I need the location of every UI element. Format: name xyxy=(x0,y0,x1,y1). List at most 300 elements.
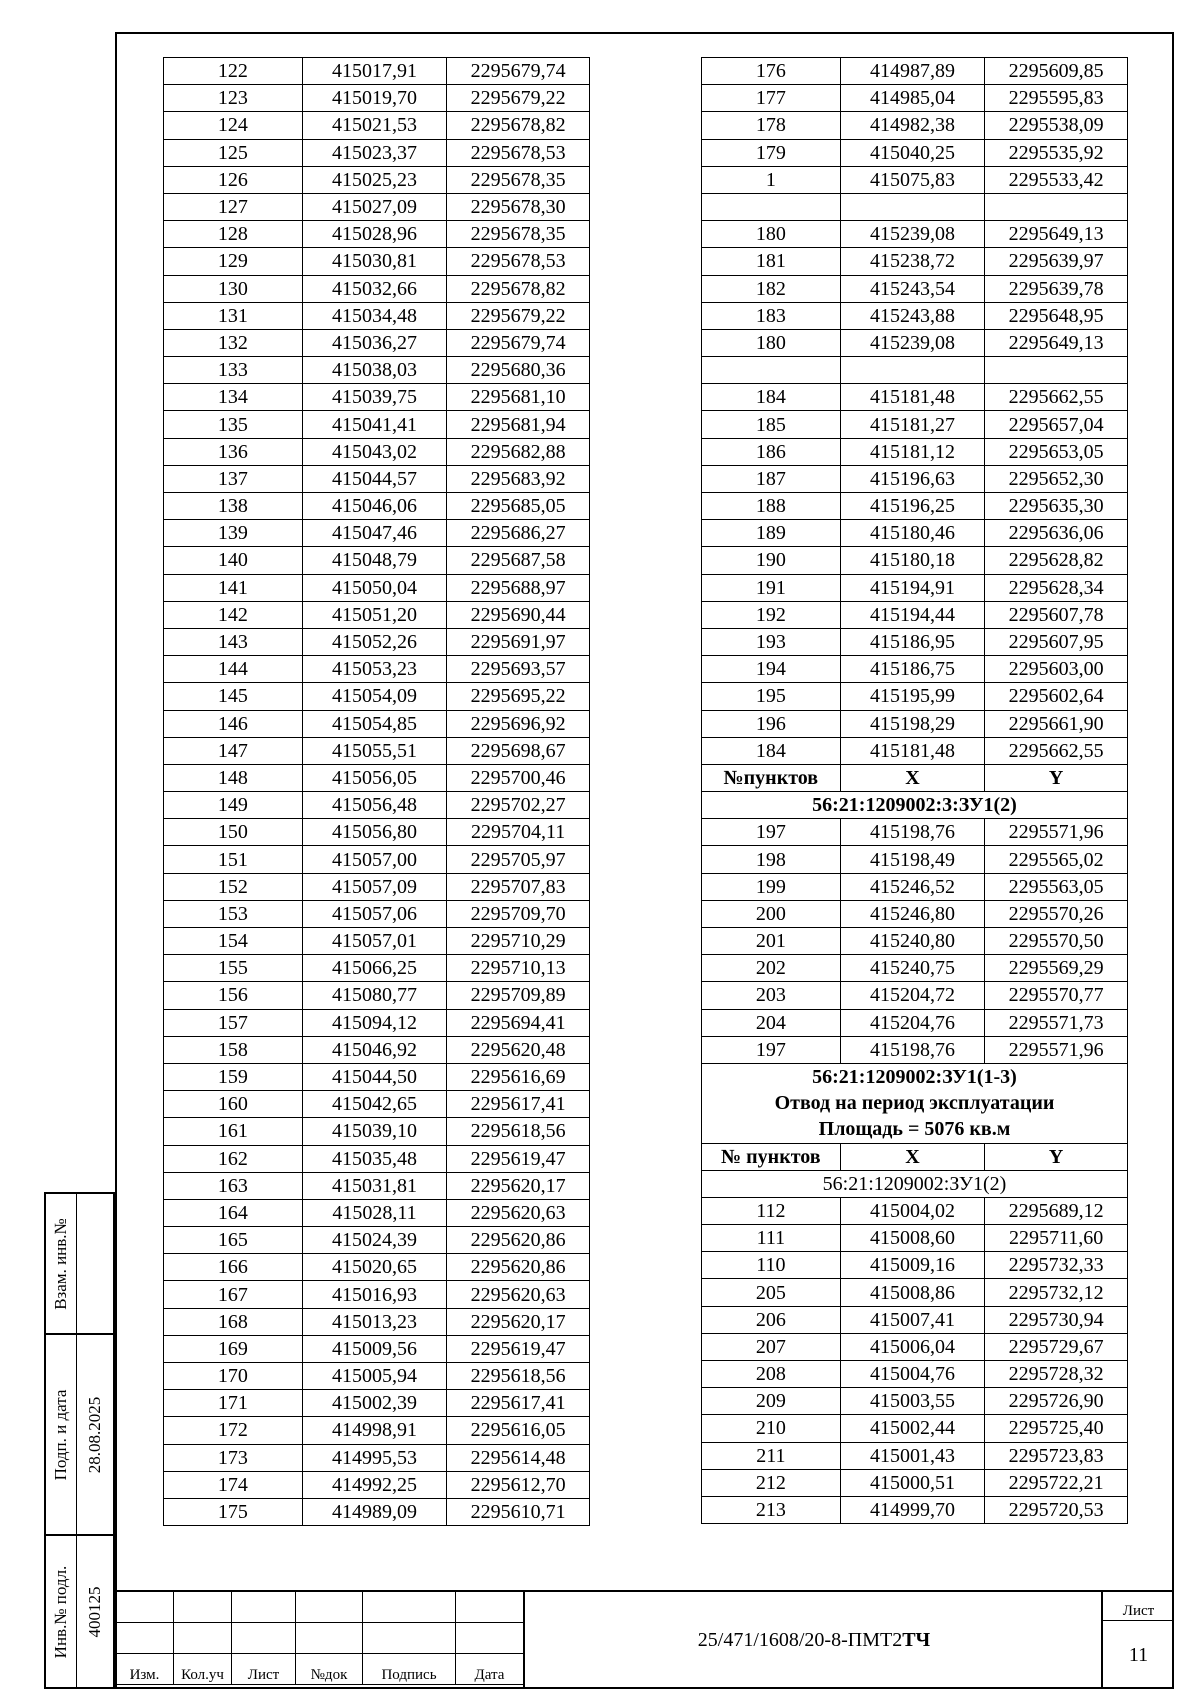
point-number-cell: 133 xyxy=(164,357,303,384)
point-number-cell: 159 xyxy=(164,1063,303,1090)
y-coordinate-cell: 2295683,92 xyxy=(447,465,590,492)
x-coordinate-cell: 415025,23 xyxy=(302,166,447,193)
x-coordinate-cell: 415002,39 xyxy=(302,1390,447,1417)
table-row xyxy=(702,248,1128,275)
table-row xyxy=(164,574,590,601)
y-coordinate-cell: 2295685,05 xyxy=(447,493,590,520)
change-col-label: Изм. xyxy=(116,1654,174,1685)
point-number-cell: 160 xyxy=(164,1091,303,1118)
y-coordinate-cell: 2295620,63 xyxy=(447,1281,590,1308)
point-number-cell: 191 xyxy=(702,574,841,601)
table-row xyxy=(164,710,590,737)
y-coordinate-cell: 2295639,97 xyxy=(985,248,1128,275)
point-number-cell: 190 xyxy=(702,547,841,574)
point-number-cell: 202 xyxy=(702,955,841,982)
document-code-prefix: 25/471/1608/20-8-ПМТ2 xyxy=(697,1629,903,1651)
y-coordinate-cell: 2295726,90 xyxy=(985,1388,1128,1415)
y-coordinate-cell: 2295569,29 xyxy=(985,955,1128,982)
y-coordinate-cell: 2295616,69 xyxy=(447,1063,590,1090)
x-coordinate-cell: 415239,08 xyxy=(840,221,985,248)
x-coordinate-cell: 415028,11 xyxy=(302,1199,447,1226)
point-number-cell: 137 xyxy=(164,465,303,492)
point-number-cell: 157 xyxy=(164,1009,303,1036)
header-point-number: №пунктов xyxy=(702,764,841,791)
table-row xyxy=(164,520,590,547)
point-number-cell: 131 xyxy=(164,302,303,329)
x-coordinate-cell: 415057,01 xyxy=(302,928,447,955)
point-number-cell: 173 xyxy=(164,1444,303,1471)
point-number-cell: 201 xyxy=(702,928,841,955)
x-coordinate-cell: 415048,79 xyxy=(302,547,447,574)
y-coordinate-cell: 2295679,74 xyxy=(447,58,590,85)
x-coordinate-cell: 415057,09 xyxy=(302,873,447,900)
point-number-cell: 141 xyxy=(164,574,303,601)
x-coordinate-cell: 415034,48 xyxy=(302,302,447,329)
table-row xyxy=(164,928,590,955)
point-number-cell: 127 xyxy=(164,193,303,220)
table-row xyxy=(164,1009,590,1036)
y-coordinate-cell: 2295628,82 xyxy=(985,547,1128,574)
table-row xyxy=(702,493,1128,520)
y-coordinate-cell xyxy=(985,193,1128,220)
table-row xyxy=(164,112,590,139)
x-coordinate-cell: 414982,38 xyxy=(840,112,985,139)
sheet-box xyxy=(1101,1590,1174,1689)
y-coordinate-cell: 2295649,13 xyxy=(985,329,1128,356)
y-coordinate-cell: 2295628,34 xyxy=(985,574,1128,601)
x-coordinate-cell: 415055,51 xyxy=(302,737,447,764)
y-coordinate-cell: 2295620,63 xyxy=(447,1199,590,1226)
table-row xyxy=(702,628,1128,655)
x-coordinate-cell: 415019,70 xyxy=(302,85,447,112)
table-row xyxy=(164,547,590,574)
x-coordinate-cell: 415180,46 xyxy=(840,520,985,547)
y-coordinate-cell: 2295704,11 xyxy=(447,819,590,846)
header-x: X xyxy=(840,1143,985,1170)
point-number-cell: 189 xyxy=(702,520,841,547)
x-coordinate-cell: 415005,94 xyxy=(302,1363,447,1390)
point-number-cell: 140 xyxy=(164,547,303,574)
point-number-cell: 174 xyxy=(164,1471,303,1498)
point-number-cell: 210 xyxy=(702,1415,841,1442)
point-number-cell: 155 xyxy=(164,955,303,982)
date-col-label: Дата xyxy=(456,1654,524,1685)
table-row xyxy=(702,384,1128,411)
table-row xyxy=(702,221,1128,248)
x-coordinate-cell: 415051,20 xyxy=(302,601,447,628)
table-row xyxy=(164,683,590,710)
coordinates-table-right xyxy=(701,57,1128,1524)
y-coordinate-cell xyxy=(985,357,1128,384)
point-number-cell: 123 xyxy=(164,85,303,112)
y-coordinate-cell: 2295595,83 xyxy=(985,85,1128,112)
point-number-cell: 180 xyxy=(702,221,841,248)
x-coordinate-cell: 415008,60 xyxy=(840,1225,985,1252)
table-row xyxy=(702,1415,1128,1442)
point-number-cell: 203 xyxy=(702,982,841,1009)
document-code-suffix: ТЧ xyxy=(902,1629,931,1651)
y-coordinate-cell: 2295730,94 xyxy=(985,1306,1128,1333)
x-coordinate-cell: 415020,65 xyxy=(302,1254,447,1281)
replaced-inv-label: Взам. инв.№ xyxy=(51,1217,70,1310)
x-coordinate-cell: 414987,89 xyxy=(840,58,985,85)
table-row xyxy=(164,1118,590,1145)
x-coordinate-cell: 415009,16 xyxy=(840,1252,985,1279)
table-section-title xyxy=(702,1116,1128,1143)
table-row xyxy=(164,411,590,438)
table-row xyxy=(702,601,1128,628)
y-coordinate-cell: 2295571,96 xyxy=(985,819,1128,846)
table-row xyxy=(164,193,590,220)
y-coordinate-cell: 2295723,83 xyxy=(985,1442,1128,1469)
table-row xyxy=(164,819,590,846)
point-number-cell: 186 xyxy=(702,438,841,465)
sign-date-label: Подп. и дата xyxy=(51,1389,70,1480)
x-coordinate-cell: 415057,00 xyxy=(302,846,447,873)
table-row xyxy=(702,520,1128,547)
table-row xyxy=(702,166,1128,193)
x-coordinate-cell: 414985,04 xyxy=(840,85,985,112)
table-row xyxy=(164,1444,590,1471)
x-coordinate-cell: 415000,51 xyxy=(840,1469,985,1496)
point-number-cell: 143 xyxy=(164,628,303,655)
y-coordinate-cell: 2295620,17 xyxy=(447,1172,590,1199)
x-coordinate-cell: 415186,75 xyxy=(840,656,985,683)
table-row xyxy=(164,302,590,329)
table-row xyxy=(164,384,590,411)
y-coordinate-cell: 2295636,06 xyxy=(985,520,1128,547)
table-row xyxy=(702,329,1128,356)
x-coordinate-cell: 415021,53 xyxy=(302,112,447,139)
table-row xyxy=(702,1036,1128,1063)
x-coordinate-cell: 414999,70 xyxy=(840,1496,985,1523)
y-coordinate-cell: 2295617,41 xyxy=(447,1390,590,1417)
table-row xyxy=(702,737,1128,764)
y-coordinate-cell: 2295681,10 xyxy=(447,384,590,411)
x-coordinate-cell: 415204,76 xyxy=(840,1009,985,1036)
point-number-cell: 147 xyxy=(164,737,303,764)
y-coordinate-cell: 2295607,78 xyxy=(985,601,1128,628)
y-coordinate-cell: 2295652,30 xyxy=(985,465,1128,492)
y-coordinate-cell: 2295710,13 xyxy=(447,955,590,982)
x-coordinate-cell: 415039,75 xyxy=(302,384,447,411)
x-coordinate-cell: 415057,06 xyxy=(302,900,447,927)
table-row xyxy=(164,329,590,356)
table-row xyxy=(164,1091,590,1118)
point-number-cell: 148 xyxy=(164,764,303,791)
table-row xyxy=(164,465,590,492)
table-row xyxy=(702,1388,1128,1415)
y-coordinate-cell: 2295707,83 xyxy=(447,873,590,900)
table-row xyxy=(164,656,590,683)
header-x: X xyxy=(840,764,985,791)
x-coordinate-cell: 415001,43 xyxy=(840,1442,985,1469)
point-number-cell: 171 xyxy=(164,1390,303,1417)
point-number-cell: 198 xyxy=(702,846,841,873)
y-coordinate-cell: 2295653,05 xyxy=(985,438,1128,465)
point-number-cell: 213 xyxy=(702,1496,841,1523)
table-row xyxy=(164,1199,590,1226)
x-coordinate-cell: 415196,63 xyxy=(840,465,985,492)
x-coordinate-cell: 415042,65 xyxy=(302,1091,447,1118)
point-number-cell: 110 xyxy=(702,1252,841,1279)
point-number-cell: 196 xyxy=(702,710,841,737)
point-number-cell: 180 xyxy=(702,329,841,356)
y-coordinate-cell: 2295619,47 xyxy=(447,1335,590,1362)
x-coordinate-cell: 415053,23 xyxy=(302,656,447,683)
table-row xyxy=(164,357,590,384)
x-coordinate-cell: 415186,95 xyxy=(840,628,985,655)
point-number-cell: 205 xyxy=(702,1279,841,1306)
x-coordinate-cell: 415007,41 xyxy=(840,1306,985,1333)
table-row xyxy=(702,547,1128,574)
table-row xyxy=(164,1363,590,1390)
point-number-cell: 125 xyxy=(164,139,303,166)
point-number-cell: 209 xyxy=(702,1388,841,1415)
point-number-cell: 145 xyxy=(164,683,303,710)
x-coordinate-cell: 414995,53 xyxy=(302,1444,447,1471)
table-row xyxy=(702,58,1128,85)
y-coordinate-cell: 2295702,27 xyxy=(447,792,590,819)
x-coordinate-cell: 415013,23 xyxy=(302,1308,447,1335)
y-coordinate-cell: 2295694,41 xyxy=(447,1009,590,1036)
y-coordinate-cell: 2295618,56 xyxy=(447,1118,590,1145)
table-row xyxy=(702,411,1128,438)
x-coordinate-cell: 414998,91 xyxy=(302,1417,447,1444)
y-coordinate-cell: 2295681,94 xyxy=(447,411,590,438)
y-coordinate-cell: 2295565,02 xyxy=(985,846,1128,873)
point-number-cell: 176 xyxy=(702,58,841,85)
x-coordinate-cell: 415039,10 xyxy=(302,1118,447,1145)
point-number-cell: 129 xyxy=(164,248,303,275)
table-row xyxy=(164,1145,590,1172)
y-coordinate-cell: 2295690,44 xyxy=(447,601,590,628)
table-row xyxy=(164,1036,590,1063)
x-coordinate-cell: 415004,76 xyxy=(840,1361,985,1388)
point-number-cell: 161 xyxy=(164,1118,303,1145)
point-number-cell: 172 xyxy=(164,1417,303,1444)
table-row xyxy=(702,928,1128,955)
y-coordinate-cell: 2295678,35 xyxy=(447,221,590,248)
y-coordinate-cell: 2295700,46 xyxy=(447,764,590,791)
point-number-cell: 167 xyxy=(164,1281,303,1308)
x-coordinate-cell: 415194,44 xyxy=(840,601,985,628)
header-y: Y xyxy=(985,1143,1128,1170)
table-section-title xyxy=(702,1090,1128,1116)
x-coordinate-cell: 415046,06 xyxy=(302,493,447,520)
table-row xyxy=(702,710,1128,737)
x-coordinate-cell: 415066,25 xyxy=(302,955,447,982)
y-coordinate-cell: 2295682,88 xyxy=(447,438,590,465)
y-coordinate-cell: 2295603,00 xyxy=(985,656,1128,683)
table-header-row xyxy=(702,764,1128,791)
table-row xyxy=(164,1308,590,1335)
x-coordinate-cell: 415198,29 xyxy=(840,710,985,737)
table-row xyxy=(164,85,590,112)
y-coordinate-cell: 2295732,33 xyxy=(985,1252,1128,1279)
table-row xyxy=(164,1417,590,1444)
table-row xyxy=(164,1172,590,1199)
table-row xyxy=(164,955,590,982)
x-coordinate-cell: 415041,41 xyxy=(302,411,447,438)
table-row xyxy=(702,1279,1128,1306)
table-row xyxy=(702,465,1128,492)
point-number-cell: 1 xyxy=(702,166,841,193)
point-number-cell: 152 xyxy=(164,873,303,900)
x-coordinate-cell: 415035,48 xyxy=(302,1145,447,1172)
table-row xyxy=(702,900,1128,927)
point-number-cell: 197 xyxy=(702,819,841,846)
x-coordinate-cell: 415032,66 xyxy=(302,275,447,302)
sheet-number: 11 xyxy=(1128,1644,1149,1666)
y-coordinate-cell: 2295619,47 xyxy=(447,1145,590,1172)
y-coordinate-cell: 2295661,90 xyxy=(985,710,1128,737)
point-number-cell: 199 xyxy=(702,873,841,900)
x-coordinate-cell: 415238,72 xyxy=(840,248,985,275)
point-number-cell: 146 xyxy=(164,710,303,737)
x-coordinate-cell: 415050,04 xyxy=(302,574,447,601)
count-col-label: Кол.уч xyxy=(174,1654,232,1685)
table-row xyxy=(164,248,590,275)
coordinates-table-left xyxy=(163,57,590,1526)
sheet-col-label: Лист xyxy=(232,1654,296,1685)
table-row xyxy=(164,166,590,193)
x-coordinate-cell: 415198,49 xyxy=(840,846,985,873)
x-coordinate-cell: 415243,88 xyxy=(840,302,985,329)
x-coordinate-cell: 415038,03 xyxy=(302,357,447,384)
x-coordinate-cell xyxy=(840,193,985,220)
x-coordinate-cell: 415198,76 xyxy=(840,1036,985,1063)
section-title: 56:21:1209002:ЗУ1(1-3) xyxy=(702,1063,1128,1090)
y-coordinate-cell: 2295678,82 xyxy=(447,275,590,302)
y-coordinate-cell: 2295705,97 xyxy=(447,846,590,873)
x-coordinate-cell: 415031,81 xyxy=(302,1172,447,1199)
x-coordinate-cell: 415016,93 xyxy=(302,1281,447,1308)
point-number-cell: 156 xyxy=(164,982,303,1009)
table-row xyxy=(164,1335,590,1362)
x-coordinate-cell: 415198,76 xyxy=(840,819,985,846)
sheet-label: Лист xyxy=(1103,1592,1174,1621)
point-number-cell: 206 xyxy=(702,1306,841,1333)
table-row xyxy=(164,438,590,465)
table-row xyxy=(702,357,1128,384)
table-row xyxy=(164,221,590,248)
point-number-cell: 188 xyxy=(702,493,841,520)
section-title: 56:21:1209002:ЗУ1(2) xyxy=(702,1170,1128,1197)
table-row xyxy=(702,1496,1128,1523)
x-coordinate-cell: 415027,09 xyxy=(302,193,447,220)
y-coordinate-cell: 2295617,41 xyxy=(447,1091,590,1118)
x-coordinate-cell: 415047,46 xyxy=(302,520,447,547)
point-number-cell: 194 xyxy=(702,656,841,683)
point-number-cell: 162 xyxy=(164,1145,303,1172)
point-number-cell: 200 xyxy=(702,900,841,927)
x-coordinate-cell: 415003,55 xyxy=(840,1388,985,1415)
x-coordinate-cell: 415002,44 xyxy=(840,1415,985,1442)
table-row xyxy=(164,900,590,927)
point-number-cell: 111 xyxy=(702,1225,841,1252)
x-coordinate-cell: 415080,77 xyxy=(302,982,447,1009)
table-row xyxy=(164,982,590,1009)
table-row xyxy=(702,574,1128,601)
y-coordinate-cell: 2295570,26 xyxy=(985,900,1128,927)
point-number-cell: 179 xyxy=(702,139,841,166)
y-coordinate-cell: 2295729,67 xyxy=(985,1333,1128,1360)
y-coordinate-cell: 2295570,50 xyxy=(985,928,1128,955)
table-row xyxy=(164,139,590,166)
point-number-cell: 181 xyxy=(702,248,841,275)
y-coordinate-cell: 2295711,60 xyxy=(985,1225,1128,1252)
point-number-cell xyxy=(702,357,841,384)
table-row xyxy=(164,1281,590,1308)
point-number-cell: 193 xyxy=(702,628,841,655)
point-number-cell: 149 xyxy=(164,792,303,819)
x-coordinate-cell: 415194,91 xyxy=(840,574,985,601)
y-coordinate-cell: 2295614,48 xyxy=(447,1444,590,1471)
table-row xyxy=(702,1009,1128,1036)
x-coordinate-cell: 415180,18 xyxy=(840,547,985,574)
y-coordinate-cell: 2295535,92 xyxy=(985,139,1128,166)
section-title: Площадь = 5076 кв.м xyxy=(702,1116,1128,1143)
y-coordinate-cell: 2295662,55 xyxy=(985,737,1128,764)
table-row xyxy=(702,1252,1128,1279)
point-number-cell: 177 xyxy=(702,85,841,112)
point-number-cell: 151 xyxy=(164,846,303,873)
stamp-original-inventory xyxy=(44,1534,115,1689)
table-row xyxy=(164,792,590,819)
table-row xyxy=(164,1254,590,1281)
x-coordinate-cell: 415181,27 xyxy=(840,411,985,438)
point-number-cell: 122 xyxy=(164,58,303,85)
y-coordinate-cell: 2295620,17 xyxy=(447,1308,590,1335)
table-row xyxy=(702,1361,1128,1388)
stamp-signature-date xyxy=(44,1333,115,1536)
table-row xyxy=(164,1471,590,1498)
point-number-cell: 134 xyxy=(164,384,303,411)
y-coordinate-cell: 2295610,71 xyxy=(447,1498,590,1525)
point-number-cell: 135 xyxy=(164,411,303,438)
table-row xyxy=(164,764,590,791)
x-coordinate-cell: 415017,91 xyxy=(302,58,447,85)
table-row xyxy=(164,737,590,764)
x-coordinate-cell: 415043,02 xyxy=(302,438,447,465)
point-number-cell: 192 xyxy=(702,601,841,628)
table-row xyxy=(702,1333,1128,1360)
table-row xyxy=(702,982,1128,1009)
y-coordinate-cell: 2295662,55 xyxy=(985,384,1128,411)
table-row xyxy=(702,683,1128,710)
point-number-cell: 112 xyxy=(702,1197,841,1224)
y-coordinate-cell: 2295688,97 xyxy=(447,574,590,601)
y-coordinate-cell: 2295607,95 xyxy=(985,628,1128,655)
x-coordinate-cell: 415006,04 xyxy=(840,1333,985,1360)
y-coordinate-cell: 2295678,35 xyxy=(447,166,590,193)
table-row xyxy=(164,493,590,520)
point-number-cell: 163 xyxy=(164,1172,303,1199)
table-row xyxy=(164,628,590,655)
table-header-row xyxy=(702,1143,1128,1170)
point-number-cell: 166 xyxy=(164,1254,303,1281)
table-row xyxy=(702,846,1128,873)
table-row xyxy=(702,438,1128,465)
y-coordinate-cell: 2295678,82 xyxy=(447,112,590,139)
point-number-cell: 187 xyxy=(702,465,841,492)
table-row xyxy=(702,139,1128,166)
point-number-cell: 139 xyxy=(164,520,303,547)
point-number-cell: 168 xyxy=(164,1308,303,1335)
y-coordinate-cell: 2295698,67 xyxy=(447,737,590,764)
x-coordinate-cell: 415056,48 xyxy=(302,792,447,819)
